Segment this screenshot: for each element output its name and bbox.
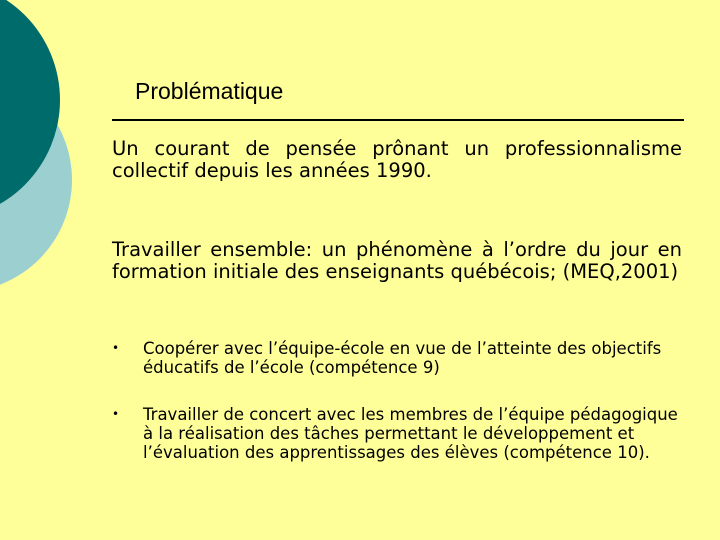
bullet-text: Travailler de concert avec les membres de l’équipe pédagogique à la réalisation des tâches permettant le développement et l’évaluation des apprentissages des élèves (compétence 10).: [143, 405, 678, 462]
title-underline: [112, 119, 684, 121]
bullet-dot: •: [112, 341, 120, 355]
paragraph-1: Un courant de pensée prônant un professionnalisme collectif depuis les années 1990.: [112, 137, 682, 182]
bullet-text: Coopérer avec l’équipe-école en vue de l’atteinte des objectifs éducatifs de l’école (compétence 9): [143, 339, 662, 377]
paragraph-2: Travailler ensemble: un phénomène à l’ordre du jour en formation initiale des enseignants québécois; (MEQ,2001): [112, 238, 682, 283]
slide-title: Problématique: [135, 78, 284, 104]
bullet-dot: •: [112, 407, 120, 421]
